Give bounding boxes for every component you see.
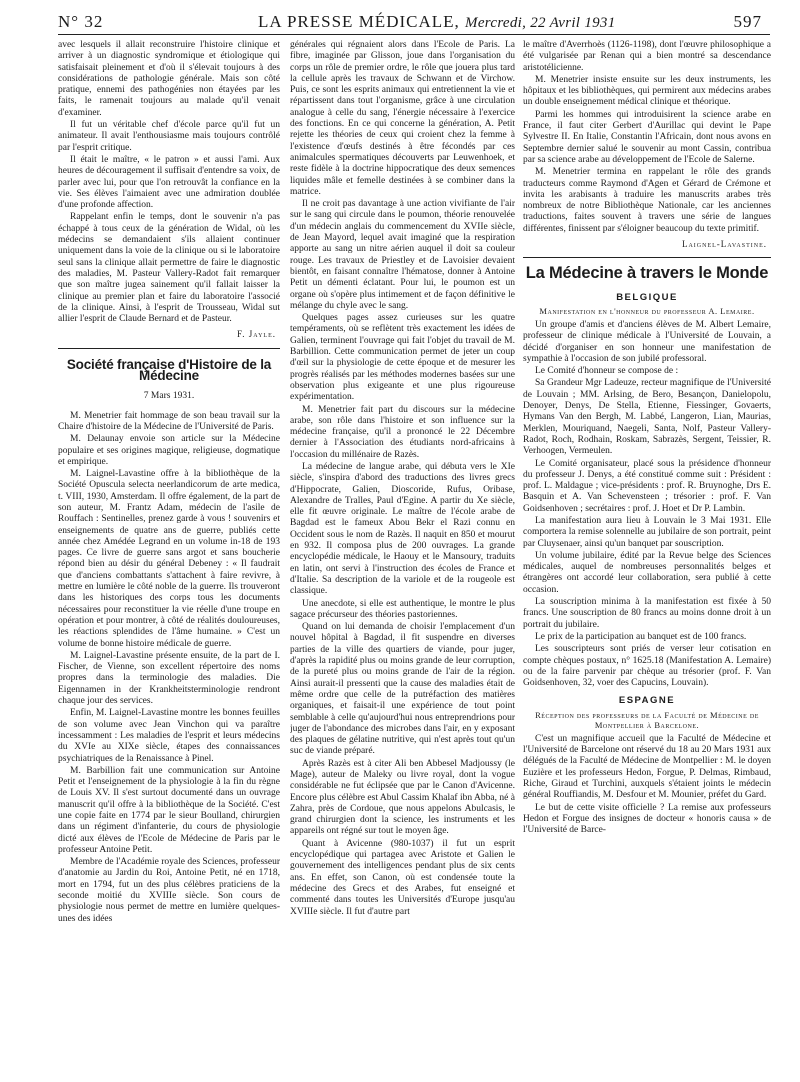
- paragraph: Un volume jubilaire, édité par la Revue belge des Sciences médicales, auquel de nombreuses personnalités belges et étrangères ont accordé leur collaboration, sera publié à cette occasion.: [523, 550, 771, 595]
- paragraph: La souscription minima à la manifestation est fixée à 50 francs. Une souscription de 80 francs au moins donne droit à un portrait du jubilaire.: [523, 597, 771, 630]
- paragraph: Quant à Avicenne (980-1037) il fut un esprit encyclopédique qui partagea avec Aristote et Galien le gouvernement des intelligences pendant plus de six cents ans. En effet, son Canon, où est condensée toute la médecine des Grecs et des Arabes, fut enseigné et commenté dans toutes les Universités d'Europe jusqu'au XVIIIe siècle. Il fut d'autre part: [290, 838, 515, 917]
- column-3: [523, 40, 771, 1075]
- paragraph: avec lesquels il allait reconstruire l'histoire clinique et arriver à un diagnostic syndromique et étiologique qui satisfaisait pleinement et d'où il s'élevait toujours à des considérations de pathologie générale. Mais son côté pratique, ennemi des pathogénies non étayées par les faits, le ramenait toujours au malade qu'il venait d'examiner.: [58, 40, 280, 118]
- paragraph: Le prix de la participation au banquet est de 100 francs.: [535, 631, 747, 642]
- column-2: [290, 40, 515, 1075]
- paragraph: Quand on lui demanda de choisir l'emplacement d'un nouvel hôpital à Bagdad, il fit suspendre en diverses parties de la ville des quartiers de viande, pour juger, d'après la rapidité plus ou moins grande de leur corruption, de la pureté plus ou moins grande de l'air de la région. Ainsi aurait-il pressenti que la cause des maladies était de même ordre que celle de la putréfaction des matières organiques, et faisait-il une expérience de tout point semblable à celle qu'aujourd'hui nous entreprendrions pour juger de l'abondance des microbes dans l'air, en y exposant des plaques de gélatine nutritive, qui n'est après tout qu'un suc de viande préparé.: [290, 622, 515, 757]
- paragraph: Une anecdote, si elle est authentique, le montre le plus sagace précurseur des théories pastoriennes.: [290, 598, 515, 620]
- paragraph: Sa Grandeur Mgr Ladeuze, recteur magnifique de l'Université de Louvain ; MM. Arlsing, de Bero, Besançon, Danielopolu, Denoyer, Denys, De Stella, Etienne, Fiessinger, Govaerts, Hymans Van den Bergh, M. Labbé, Langeron, Lian, Maurias, Merklen, Mouriquand, Naegeli, Santa, Nolf, Pasteur Vallery-Radot, Roch, Rodhain, Roskam, Sabrazès, Sergent, Teissier, R. Verhoogen, Vermeulen.: [523, 378, 771, 457]
- paragraph: Enfin, M. Laignel-Lavastine montre les bonnes feuilles de son volume avec Jean Vinchon qui va paraître incessamment : Les maladies de l'esprit et leurs médecins du XVIe au XIXe siècle, étapes des connaissances psychiatriques de la Renaissance à Pinel.: [58, 708, 280, 764]
- paragraph: Le Comité organisateur, placé sous la présidence d'honneur du professeur J. Denys, a été constitué comme suit : Président : prof. L. Maldague ; vice-présidents : prof. R. Bruynoghe, Drs E. Basquin et A. Van Schevensteen ; trésorier : prof. F. Van Goidsenhoven ; secrétaires : prof. J. Hoet et Dr P. Lambin.: [523, 458, 771, 514]
- paragraph: M. Barbillion fait une communication sur Antoine Petit et l'enseignement de la physiologie à la fin du règne de Louis XV. Il s'est surtout documenté dans un ouvrage manuscrit qu'il offre à la bibliothèque de la Société. C'est une copie faite en 1774 par le sieur Boulland, chirurgien dans un régiment d'infanterie, du cours de physiologie dicté aux élèves de l'Ecole de Médecine de Paris par le professeur Antoine Petit.: [58, 765, 280, 855]
- page-number: 597: [733, 12, 762, 31]
- paragraph: Il ne croit pas davantage à une action vivifiante de l'air sur le sang qui circule dans le poumon, théorie renouvelée d'un médecin anglais du commencement du XVIIe siècle, de Jean Mayord, lequel avait imaginé que la respiration apporte au sang un nitre aérien auquel il doit sa couleur rouge. Les travaux de Priestley et de Lavoisier devaient bientôt, en faisant connaître l'hématose, donner à Antoine Petit un démenti éclatant. Pour lui, le poumon est un organe où s'opère plus intimement et de façon définitive le mélange du chyle avec le sang.: [290, 199, 515, 311]
- paragraph: La manifestation aura lieu à Louvain le 3 Mai 1931. Elle comportera la remise solennelle au jubilaire de son portrait, peint par Cluysenaer, ainsi qu'un banquet par souscription.: [523, 515, 771, 549]
- section-divider: [58, 348, 280, 349]
- paragraph: Les souscripteurs sont priés de verser leur cotisation en compte chèques postaux, n° 1625.18 (Manifestation A. Lemaire) ou de la faire parvenir par chèque au trésorier (prof. F. Van Goidsenhoven, 32, voer des Capucins, Louvain).: [523, 644, 771, 689]
- paragraph: M. Menetrier fait part du discours sur la médecine arabe, son rôle dans l'histoire et son influence sur la médecine française, qu'il a prononcé le 22 Décembre dernier à l'Association des étudiants nord-africains à l'occasion du millénaire de Razès.: [290, 404, 515, 460]
- paragraph: Après Razès est à citer Ali ben Abbesel Madjoussy (le Mage), auteur de Maleky ou livre royal, dont la vogue considérable ne fut éclipsée que par le Canon d'Avicenne. Encore plus célèbre est Abul Cassim Khalaf ibn Abba, né à Zahra, près de Cordoue, que nous appelons Abulcasis, le grand chirurgien dont la science, les instruments et les appareils ont régné sur tout le moyen âge.: [290, 758, 515, 837]
- paragraph: M. Delaunay envoie son article sur la Médecine populaire et ses origines magique, religieuse, dogmatique et empirique.: [58, 434, 280, 467]
- paragraph: C'est un magnifique accueil que la Faculté de Médecine et l'Université de Barcelone ont réservé du 18 au 20 Mars 1931 aux délégués de la Faculté de Médecine de Montpellier : M. le doyen Euzière et les professeurs Hedon, Forgue, P. Delmas, Rimbaud, Riche, Giraud et Turchini, auxquels s'étaient joints le médecin général Rouffiandis, M. Desfour et M. Mounier, préfet du Gard.: [523, 733, 771, 801]
- paragraph: Il était le maître, « le patron » et aussi l'ami. Aux heures de découragement il suffisait d'entendre sa voix, de parler avec lui, pour que l'on retrouvât la confiance en la vie. Ses élèves l'aimaient avec une admiration doublée d'une profonde affection.: [58, 154, 280, 211]
- paragraph: M. Menetrier termina en rappelant le rôle des grands traducteurs comme Raymond d'Agen et Gérard de Crémone et invita les arabisants à traduire les manuscrits arabes très nombreux de notre Bibliothèque Nationale, car les anciennes traductions, faites souvent à travers une série de langues différentes, finissent par s'éloigner beaucoup du texte primitif.: [523, 167, 771, 234]
- section-title: La Médecine à travers le Monde: [525, 264, 769, 283]
- section-title: Société française d'Histoire de la Médecine: [66, 356, 272, 384]
- paragraph: M. Menetrier fait hommage de son beau travail sur la Chaire d'histoire de la Médecine de l'Université de Paris.: [58, 410, 280, 432]
- paragraph: M. Menetrier insiste ensuite sur les deux instruments, les hôpitaux et les bibliothèques, qui permirent aux médecins arabes un double enseignement médical clinique et théorique.: [523, 74, 771, 108]
- issue-date: Mercredi, 22 Avril 1931: [465, 15, 616, 31]
- paragraph: Il fut un véritable chef d'école parce qu'il fut un animateur. Il avait l'enthousiasme mais toujours contrôlé par l'esprit critique.: [58, 120, 280, 153]
- paragraph: générales qui régnaient alors dans l'Ecole de Paris. La fibre, imaginée par Glisson, joue dans l'organisation du corps un rôle de premier ordre, le rôle que jouera plus tard la cellule après les travaux de Schwann et de Virchow. Puis, ce sont les esprits animaux qui entretiennent la vie et répartissent dans tout l'organisme, grâce à une circulation analogue à celle du sang, l'énergie nécessaire à l'exercice des fonctions. En ce qui concerne la génération, A. Petit rejette les théories de ceux qui croient chez la femme à l'existence d'œufs destinés à être fécondés par ces animalcules spermatiques découverts par Leuwenhoek, et reste fidèle à la doctrine hippocratique des deux semences liquides mâle et femelle destinées à se combiner dans la matrice.: [290, 40, 515, 197]
- journal-title: LA PRESSE MÉDICALE,: [258, 12, 460, 31]
- subheading: Manifestation en l'honneur du professeur A. Lemaire.: [539, 305, 755, 316]
- paragraph: Rappelant enfin le temps, dont le souvenir n'a pas échappé à tous ceux de la génération de Widal, où les médecins se demandaient s'ils allaient continuer uniquement dans la voie de la clinique ou si le laboratoire seul sans la clinique allait permettre de faire le diagnostic des maladies, M. Pasteur Vallery-Radot fait remarquer que son maître jugea sainement qu'il fallait laisser la clinique au premier plan et faire du laboratoire l'associé de la clinique. Ainsi, à l'esprit de Trousseau, Widal sut allier l'esprit de Claude Bernard et de Pasteur.: [58, 212, 280, 325]
- country-heading: ESPAGNE: [618, 695, 676, 707]
- paragraph: Le but de cette visite officielle ? La remise aux professeurs Hedon et Forgue des insignes de docteur « honoris causa » de l'Université de Barce-: [523, 802, 771, 836]
- subheading: Réception des professeurs de la Faculté de Médecine de Montpellier à Barcelone.: [535, 709, 759, 730]
- issue-number: N° 32: [58, 12, 104, 31]
- page-header: [58, 8, 770, 35]
- signature: Laignel-Lavastine.: [681, 239, 767, 250]
- session-date: 7 Mars 1931.: [143, 391, 195, 402]
- paragraph: Le Comité d'honneur se compose de :: [535, 366, 679, 377]
- paragraph: Quelques pages assez curieuses sur les quatre tempéraments, où se reflètent très exactement les idées de Galien, terminent l'ouvrage qui fait l'objet du travail de M. Barbillion. Cette communication permet de jeter un coup d'œil sur la physiologie de cette époque et de mesurer les progrès réalisés par les méthodes modernes basées sur une observation plus exigeante et une plus rigoureuse expérimentation.: [290, 313, 515, 403]
- paragraph: M. Laignel-Lavastine offre à la bibliothèque de la Société Opuscula selecta neerlandicorum de arte medica, t. VIII, 1930, Amsterdam. Il offre également, de la part de son auteur, M. Frantz Adam, médecin de l'asile de Rouffach : Sentinelles, prenez garde à vous ! souvenirs et enseignements de quatre ans de guerre, publiés cette année chez Amédée Legrand en un volume in-18 de 193 pages. Ce livre de guerre sans argot et sans boucherie répond bien au désir du général Debeney : « Il faudrait que d'anciens combattants s'attachent à faire revivre, à mettre en lumière le côté noble de la guerre. Ils trouveront dans les historiques des corps tous les documents nécessaires pour reconstituer la vie réelle d'une troupe en opération et pour montrer, à côté de réalités douloureuses, les réactions splendides de l'âme humaine. » C'est un volume de bonne histoire médicale de guerre.: [58, 469, 280, 649]
- section-divider: [523, 257, 771, 258]
- signature: F. Jayle.: [237, 329, 276, 340]
- column-1: [58, 40, 280, 1075]
- journal-title-line: [258, 12, 616, 32]
- paragraph: La médecine de langue arabe, qui débuta vers le XIe siècle, s'inspira d'abord des traductions des livres grecs d'Hippocrate, Galien, Dioscoride, Rufus, Oribase, Alexandre de Tralles, Paul d'Egine. A partir du Xe siècle, elle fit œuvre originale. Le maître de l'école arabe de Bagdad est le fameux Abou Bekr el Razi connu en Occident sous le nom de Razès. Il naquit en 850 et mourut en 932. Il composa plus de 200 ouvrages. La grande encyclopédie médicale, le Haouy et le Mansoury, traduits en latin, ont servi à l'instruction des écoles de France et d'Italie. Sa description de la variole et de la rougeole est classique.: [290, 461, 515, 597]
- paragraph: M. Laignel-Lavastine présente ensuite, de la part de I. Fischer, de Vienne, son excellent répertoire des noms propres dans la terminologie des maladies. Die Eigennamen in der Krankheitsterminologie rendront chaque jour des services.: [58, 650, 280, 707]
- paragraph: Membre de l'Académie royale des Sciences, professeur d'anatomie au Jardin du Roi, Antoine Petit, né en 1718, mort en 1794, fut un des plus célèbres praticiens de la seconde moitié du XVIIIe siècle. Son cours de physiologie nous permet de mettre en lumière quelques-unes des idées: [58, 857, 280, 924]
- paragraph: le maître d'Averrhoès (1126-1198), dont l'œuvre philosophique a été vulgarisée par Renan qui a bien montré sa descendance aristotélicienne.: [523, 40, 771, 73]
- country-heading: BELGIQUE: [616, 291, 678, 303]
- paragraph: Un groupe d'amis et d'anciens élèves de M. Albert Lemaire, professeur de clinique médicale à l'Université de Louvain, a décidé d'organiser en son honneur une manifestation de sympathie à l'occasion de son jubilé professoral.: [523, 319, 771, 364]
- paragraph: Parmi les hommes qui introduisirent la science arabe en France, il faut citer Gerbert d'Aurillac qui devint le Pape Sylvestre II. En Italie, Constantin l'Africain, dont nous avons en Septembre dernier salué le souvenir au mont Cassin, contribua par sa science arabe au développement de l'Ecole de Salerne.: [523, 109, 771, 165]
